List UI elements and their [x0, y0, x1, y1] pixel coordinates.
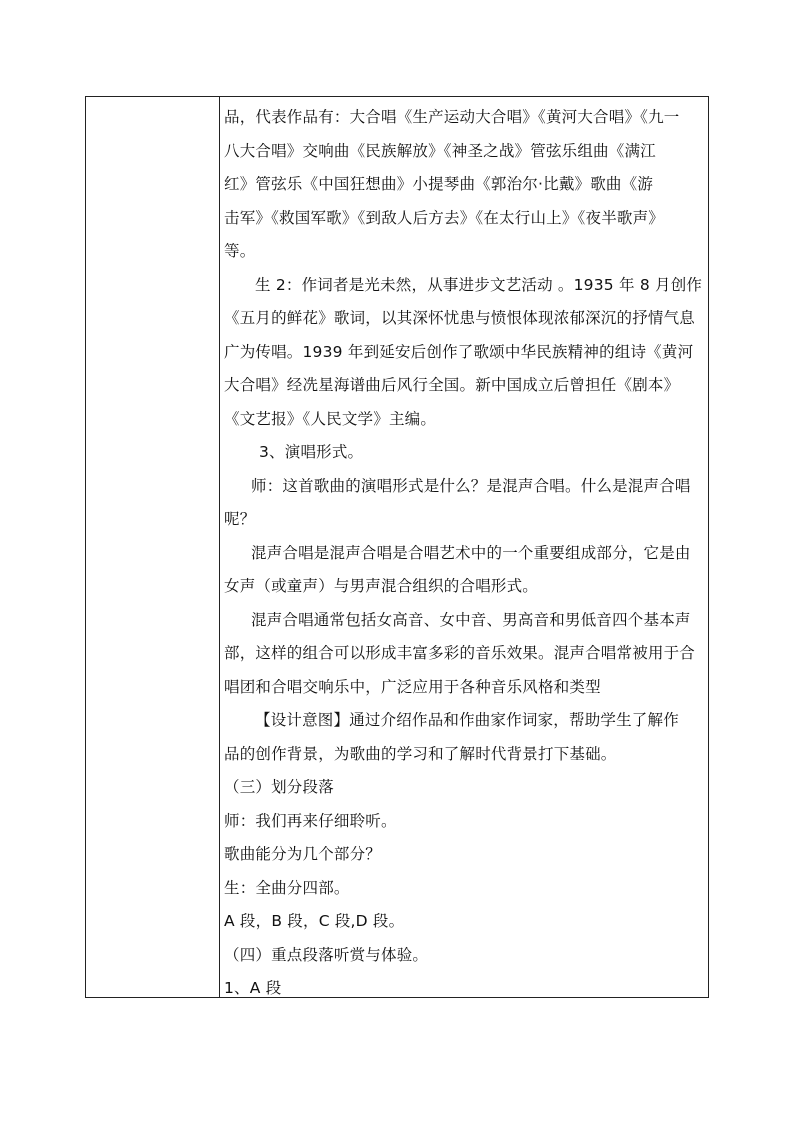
text-line: 等。 [224, 242, 256, 260]
text-line: 《五月的鲜花》歌词，以其深怀忧患与愤恨体现浓郁深沉的抒情气息 [224, 309, 696, 327]
text-line: 品的创作背景，为歌曲的学习和了解时代背景打下基础。 [224, 744, 617, 763]
text-line: 唱团和合唱交响乐中，广泛应用于各种音乐风格和类型 [224, 677, 601, 696]
text-line: 生：全曲分四部。 [224, 878, 350, 897]
text-line: 呢？ [224, 510, 256, 528]
section-heading: （三）划分段落 [224, 778, 334, 796]
section-heading: 3、演唱形式。 [259, 443, 364, 461]
text-line: 品，代表作品有：大合唱《生产运动大合唱》《黄河大合唱》《九一 [224, 108, 680, 126]
section-heading: （四）重点段落听赏与体验。 [224, 945, 429, 964]
text-line: 混声合唱是混声合唱是合唱艺术中的一个重要组成部分，它是由 [251, 543, 691, 562]
text-line: 击军》《救国军歌》《到敌人后方去》《在太行山上》《夜半歌声》 [224, 208, 665, 227]
text-line: 生 2：作词者是光未然，从事进步文艺活动 。1935 年 8 月创作 [255, 275, 702, 294]
design-intent-line: 【设计意图】通过介绍作品和作曲家作词家，帮助学生了解作 [255, 711, 679, 729]
text-line: 广为传唱。1939 年到延安后创作了歌颂中华民族精神的组诗《黄河 [224, 342, 694, 361]
text-line: A 段，B 段，C 段,D 段。 [224, 912, 405, 930]
text-line: 大合唱》经冼星海谱曲后风行全国。新中国成立后曾担任《剧本》 [224, 376, 680, 394]
text-line: 部，这样的组合可以形成丰富多彩的音乐效果。混声合唱常被用于合 [224, 644, 696, 662]
table-left-column [86, 97, 220, 997]
lesson-table [85, 96, 709, 998]
text-line: 师：这首歌曲的演唱形式是什么？是混声合唱。什么是混声合唱 [251, 476, 691, 495]
text-line: 歌曲能分为几个部分？ [224, 845, 382, 863]
text-line: 师：我们再来仔细聆听。 [224, 811, 397, 830]
table-content-column [220, 97, 708, 997]
section-heading: 1、A 段 [224, 979, 282, 997]
text-line: 红》管弦乐《中国狂想曲》小提琴曲《郭治尔·比戴》歌曲《游 [224, 175, 654, 193]
text-line: 《文艺报》《人民文学》主编。 [224, 409, 437, 428]
text-line: 混声合唱通常包括女高音、女中音、男高音和男低音四个基本声 [251, 610, 691, 629]
text-line: 八大合唱》交响曲《民族解放》《神圣之战》管弦乐组曲《满江 [224, 141, 656, 160]
text-line: 女声（或童声）与男声混合组织的合唱形式。 [224, 577, 539, 595]
